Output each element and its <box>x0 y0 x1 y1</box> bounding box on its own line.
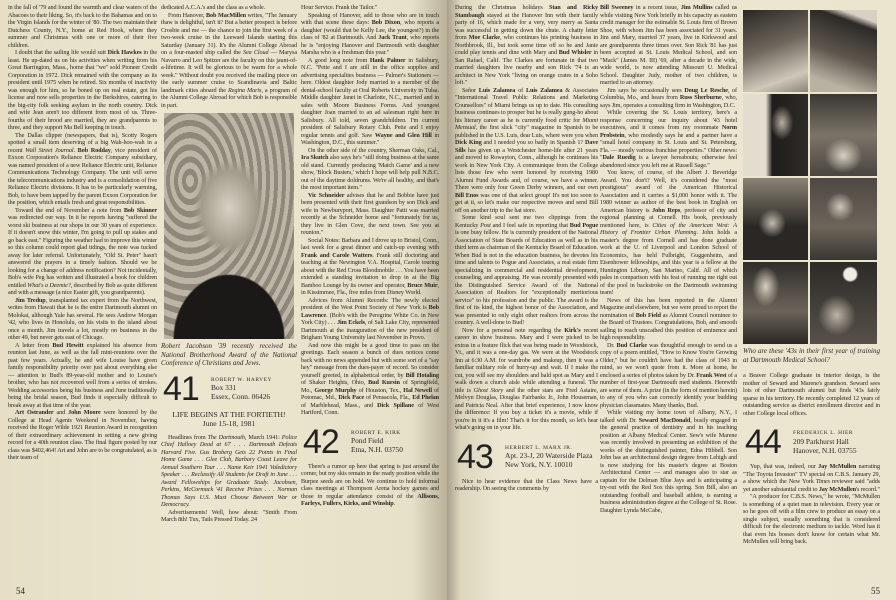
address-line-1: 209 Parkhurst Hall <box>793 436 849 446</box>
paragraph: The Dallas clipper (newspapers, that is), Scotty Rogers spotted a small item deserving of a big Wah-hoo-wah in a recent Wall Street Journal. Bob Rodday, vice president of Exxon Corporation's Reliance Electric Company subsidiary, was named president of a new Reliance Electric unit, Reliance Communications Technology Company. The unit will serve the telecommunications industry and is a consolidation of five Reliance Electric divisions. It has to be particularly warming, Bob, to have been tapped by the parent Exxon Corporation for the position, which entails fresh and great responsibilities. <box>8 131 157 206</box>
left-column-3 <box>301 4 439 417</box>
right-page <box>447 0 896 600</box>
class-secretary-address <box>211 376 272 402</box>
paragraph: Speaking of Hanover, add to those who are in touch with that scene these days: Bob Dixon, who reports a daughter (would that be Kelly Lee, the youngest?) in the class of '82 at Dartmouth. And Jack Trant, who reports he is "enjoying Hanover and Dartmouth with daughter Marsha who is a freshman this year." <box>301 11 439 56</box>
paragraph: Advertisements! Well, how about: "Smith From March 8th! Tux, Tails Pressed Today. 24 <box>161 508 297 523</box>
paragraph: Jim Tredup, transplanted tax expert from the Northwest, writes from Hawaii that he is the entire Dartmouth alumni on Molokai, although Yale has several. He sees Andrew Morgan '42, who lives in Honolulu, on his visits to the island about once a month. Jim travels a lot, mostly on business in the other 49, but never gets east of Chicago. <box>8 296 157 341</box>
address-line-2: Etna, N.H. 03750 <box>351 445 403 455</box>
paragraph: From Hanover, Bob MacMillen writes, "The January thaw is delightful, isn't it? But a better prospect is before Crosbie and me — the chance to join the first week of a two-week cruise in the Leeward Islands starting this Saturday (January 31). It's the Alumni College Abroad on a four-masted ship called the Sea Cloud — Marysa Navarro and Leo Spitzer are the faculty on this jaunt-of-a-lifetime. It will be glorious to be warm for a whole week." Without doubt you received the mailing piece on the early summer cruise to Scandinavia and Baltic landmark cities aboard the Regina Maris, a program of the Alumni College Abroad for which Bob is responsible in part. <box>161 11 297 109</box>
class-41-header <box>163 369 297 408</box>
paragraph: Toward the end of November a note from Bob Skinner was redirected our way. In it he reports having "suffered the worst ski business at our shops in our 30 years of experience. If it doesn't snow this winter, I'm going to pull up stakes and go back east." Figuring the weather had to improve this winter so this column could report glad tidings, the note was tucked away for later referral. Unfortunately, "Old St. Peter" hasn't answered the prayers in a timely fashion. Should we be looking for a change of address notification? Not incidentally, Bob's wife Peg has written and illustrated a book for children entitled What's a Deemie?, described by Bob as quite different and with a message (a nice Easter gift, you grandparents). <box>8 206 157 296</box>
secretary-name: ROBERT E. KIRK <box>351 429 401 436</box>
class-number: 42 <box>303 422 339 461</box>
class-42-header <box>303 422 439 461</box>
left-column-2-top <box>161 4 297 109</box>
paragraph: Jim says he occasionally sees Doug Le Resche, of Columbia, Mo., and hears from Russ Sherburne, who, says Jim, operates a consulting firm in Washington, D.C. <box>600 86 737 109</box>
secretary-name: FREDERICK L. HIER <box>793 430 854 436</box>
class-43-header <box>457 437 598 476</box>
paragraph: A letter from Bud Hewitt explained his absence from reunion last June, as well as the fall mini-reunions over the past few years. Actually, he and wife Louise have given family responsibility priority over just about everything else — attention to Bud's 89-year-old mother and to Louise's brother, who has not recovered well from a series of strokes. Wedding accessories being his business and June traditionally being the bridal season, Bud finds it especially difficult to break away at that time of the year. <box>8 341 157 409</box>
photo-student-4 <box>810 94 877 176</box>
paragraph: Advices from Alumni Records: The newly elected president of the West Point Society of New York is Bob Lawrence. (Bob's with the Peregrine White Co. in New York City) . . . Jim Eckels, of Salt Lake City, represented Dartmouth at the inauguration of the new president of Brigham Young University last November in Provo. <box>301 296 440 341</box>
paragraph: A good long note from Hank Palmer in Salisbury, N.C. "Petie and I are still in the office supplies and advertising specialties business — Palmer's Stationers — here. Oldest daughter Jody married to a member of the dental-school faculty at Oral Roberts University in Tulsa. Middle daughter Janet in Charlotte, N.C., married and in sales with Moore Business Forms. And youngest daughter Joan married to an ad salesman right here in Salisbury. All told, seven grandchildren. I'm current president of Salisbury Rotary Club. Petie and I enjoy regular tennis and golf. Saw Wayne and Glen Hill in Washington, D.C., this summer." <box>301 56 439 146</box>
paragraph: While covering the St. Louis territory, here's a response concerning our inquiry about '43 hotel executives, and it comes from my roommate Norm Probstein, who modestly says he and a partner have a "small hotel company in St. Louis and St. Petersburg, Fla. — mostly various franchise properties." Other news: "Dale Ruedig is a lawyer hereabouts; otherwise feel abandoned since you left me at Russell Sage." <box>600 109 738 169</box>
secretary-name: ROBERT W. HARVEY <box>211 376 273 383</box>
paragraph: Dr. Bud Clarke was thoughtful enough to send us a copy of a poem entitled, "How to Know You're Growing Older," but he couldn't have had the class of 1943 in mind, so we won't quote from it. More at home, he enclosed a series of photos taken by Dr. Frank West of a number of first-year Dartmouth med students. Herewith are some of them. A prize (in the form of mention herein) to any of you who can correctly identify your budding physician classmates. Many thanks, Bud. <box>600 341 738 409</box>
address-line-2: Hanover, N.H. 03755 <box>793 445 857 455</box>
class-number: 41 <box>163 369 199 408</box>
paragraph: "A producer for C.B.S. News," he wrote, "McMullen is something of a quiet man in television. Every year or so he goes off with a film crew to produce an essay on a single subject, usually something that is considered difficult for the electronic medium to tackle. Word has it that even his bosses don't know for certain what Mr. McMullen will bring back. <box>743 493 880 545</box>
paragraph: Hour Service. Frank the Tailor." <box>301 4 378 11</box>
photo-student-1 <box>743 10 808 92</box>
address-line-1: Pond Field <box>351 436 384 446</box>
photo-student-3 <box>743 94 808 176</box>
left-column-1 <box>8 4 157 462</box>
paragraph: dedicated A.C.A.'s and the class as a whole. <box>161 4 266 11</box>
class-44-notes <box>743 463 880 546</box>
secretary-name: HERBERT L. MARX JR. <box>505 444 573 451</box>
class-secretary-address <box>351 429 403 455</box>
address-line-2: New York, N.Y. 10010 <box>505 460 573 470</box>
paragraph: a Beaver College graduate in interior design, is the mother of Seward and Marene's grandson. Seward sees lots of other Dartmouth alumni but finds '43s fairly sparse in his territory. He recently completed 12 years of outstanding service as district enrollment director and in other College local offices. <box>743 372 880 417</box>
paragraph: You know, of course, of the Albert J. Beveridge Award. You don't? Well, it's considered the "most prestigious" award of the American Historical Association and it carries a $1,000 honor with it. The 1980 winner as author of the best book in English on American history is John Reps, professor of city and regional planning at Cornell. His book, previously mentioned here, is Cities of the American West: A History of Frontier Urban Planning. John holds a master's degree from Cornell and has done graduate work at the U. of Liverpool and London School of Economics, has held Fulbright, Guggenheim, and Eisenhower fellowships, and this year is a fellow at the Huntington Library, San Marino, Calif. All of which pales in comparison with his feat of running me right out of the pool in backstroke on the Dartmouth swimming team! <box>600 169 738 296</box>
paragraph: During the Christmas holidays Stan and Ricky Stambaugh stayed at the Hanover Inn with their family party of 16, which made for a very, very merry as Santa was successful in getting down the chute. A chatty letter from Moe Clarke, who continues his printing business in Northbrook, Ill., but took some time off so he and Janie could play tennis and dine with Mary and Bud Whisler in San Rafael, Calif. The Clarkes are fortunate in that two married daughters live nearby and son Rick '74 is an architect in New York "living on orange crates in a Soho loft." <box>455 4 599 86</box>
paragraph: On the other side of the country, Sherman Oaks, Cal., Ira Skutch also says he's "still doing business at the same old stand. Currently producing 'Match Game' and a new show, 'Block Busters,' which I hope will help pull N.B.C. out of the daytime doldrums. We're all healthy, and that's the most important item." <box>301 146 439 191</box>
paragraph: Señor Luis Zalamea of Luis Zalamea & Associates "International Travel Public Relations and Marketing Counsellors" of Miami brings us up to date. His consulting business continues to prosper but he is really gung-ho about his literary career as he is currently food critic for Miami Mensual, the first slick "city" magazine in Spanish to be published in the U.S. Luis, dear Luis, where were you when Dick King and I needed you so badly in Spanish 1? Dave Sills has given up a Westchester home-life after 21 years and moved to Rowayton, Conn., although he continues his work in New York City. A communique from the College lists those few who were honored by receiving 1980 Alumni Fund Awards and, of course, we have a winner. There were only four Green Derby winners, and our own Bill Enos was one of that select group! It's not too soon to get at it, so let's make our respective moves and send Bill off on another trip to the hat store. <box>455 86 598 214</box>
paragraph: Vic Schneider advises that he and Bobbie have just been presented with their first grandson by son Dick and wife in Newburyport, Mass. Daughter Patti was married recently at the Schneider home and "fortunately for us, they live in Glen Cove, the next town. See you at reunion." <box>301 191 440 236</box>
class-secretary-address <box>793 429 857 455</box>
paragraph: Art Ostrander and John Moore were honored by the College at Head Agents Weekend in November, having received the Roger Wilde 1921 Reunion Award in recognition of their extraordinary achievement in setting a new giving record for a 40th reunion class. The final figure posted by our class was $402,464! Art and John are to be congratulated, as is their team of <box>8 409 157 461</box>
left-page <box>0 0 447 600</box>
paragraph: Some kind soul sent me two clippings from the Kentucky Post and I feel safe in reporting that Bud Pogue is one busy fellow. He is currently president of the National Association of State Boards of Education as well as in his third term as chairman of the Kentucky Board of Education. When Bud is not in the education business, he devotes his time and talents to Pogue and Associates, a real estate firm specializing in commercial and residential development, counseling, and appraising. He was recently presented with the Distinguished Service Award of the National Association of Realtors for "exceptionally meritorious service" to his profession and the public. The award is the first of its kind, the highest honor of the Association, and was presented to only eight other realtors from across the country. A well-done to Bud! <box>455 214 599 326</box>
portrait-photo-robert-jacobson <box>164 113 294 339</box>
reunion-headline <box>161 410 297 429</box>
class-44-header <box>745 423 880 461</box>
address-line-1: Apt. 23-J, 20 Waterside Plaza <box>505 451 593 461</box>
class-41-notes <box>161 434 297 524</box>
paragraph: Yup, that was, indeed, our Jay McMullen narrating "The Toyota Invasion" TV special on C.B.S. January 29, a show which the New York Times reviewer said "adds yet another substantial credit to Jay McMullen's record." <box>743 463 880 493</box>
page-number-left: 54 <box>16 586 25 596</box>
address-line-2: Essex, Conn. 06426 <box>211 392 271 402</box>
portrait-caption: Robert Jacobson '39 recently received the National Brotherhood Award of the National Conference of Christians and Jews. <box>161 342 297 367</box>
paragraph: Now for a personal note regarding the Kirk's recent career in show business. Mary and I were picked to be extras in a feature flick that was being made in Woodstock, Vt., and it was a one-day gas. We were at the Woodstock Inn at 6:30 A.M. for wardrobe and makeup, then it was a familiar military role of hurry-up and wait. If I make the cut, you will see my shoulders and bald spot as Mary and I walk down a church aisle while attending a funeral. The title is Ghost Story and the other stars are Fred Astaire, Melvyn Douglas, Douglas Fairbanks Jr., John Houseman, and Patricia Neal. After that brief experience, I now know the difference: If you buy a ticket it's a movie, while if you're in it it's a film! That's it for this month, so let's hear what's going on in your life. <box>455 326 599 431</box>
right-column-a <box>455 4 598 432</box>
paragraph: Social Notes: Barbara and I drove up to Bristol, Conn., last week for a great dinner and catch-up evening with Frank and Carole Watters. Frank still doctoring and teaching at the Newington V.A. Hospital, Carole touring about with the Red Cross Bloodmobile . . . You have been extended a standing invitation to drop in at the Big Bamboo Lounge by its owner and operator, Bruce Muir, in Kissimmee, Fla., five miles from Disney World. <box>301 236 439 296</box>
class-43-notes <box>455 478 598 493</box>
paragraph: in the fall of '79 and found the warmth and clear waters of the Abacoes to their liking. So, it's back to the Bahamas and on to the Virgin Islands for the winter of '80. The two maintain their Dutchess County, N.Y., home at Red Hook, where they summer and Christmas with one or more of their five children. <box>8 4 157 49</box>
photo-grid-caption: Who are these '43s in their first year of training at Dartmouth Medical School? <box>743 347 880 364</box>
photo-student-2 <box>810 10 877 92</box>
class-number: 43 <box>457 437 493 476</box>
paragraph: There's a rumor up here that spring is just around the corner, but my skis remain in the ready position while the Burpee seeds are on hold. We continue to hold informal class meetings at Thompson Arena hockey games and those in regular attendance consist of the Allisons, Farleys, Fullers, Kirks, and Winship. <box>301 462 439 507</box>
class-number: 44 <box>745 423 781 461</box>
reunion-dates: June 15-18, 1981 <box>202 419 256 428</box>
class-secretary-address <box>505 444 593 470</box>
paragraph: Nice to hear evidence that the Class News have a readership. On seeing the comments by <box>455 477 598 492</box>
class-42-notes <box>301 463 439 508</box>
paragraph: Headlines from The Dartmouth, March 1941: Police Chief Halloey Dead at 67 . . . Dartmouth Defeats Harvard Five. Gus Broberg Gets 22 Points in Final Home Game . . . Glee Club, Barbary Coast Leave for Annual Southern Tour . . . Name Keir 1941 Valedictory Speaker . . . Reclassify All Students for Draft in June . . . Award Fellowships for Graduate Study. Jacobsen, Perkins, McCormack '41 Receive Prizes . . . Norman Thomas Says U.S. Must Choose Between War or Democracy. <box>161 433 297 508</box>
photo-student-5 <box>743 178 808 260</box>
paragraph: News of this has been reported in the Alumni Magazine and elsewhere, but we were proud to report the nomination of Bob Field as Alumni Council nominee to the Board of Trustees. Congratulations, Bob, and smooth sailing to reach unscathed this position of eminence and high responsibility. <box>600 296 737 341</box>
address-line-1: Box 331 <box>211 383 237 393</box>
photo-student-7 <box>743 262 808 344</box>
med-students-photo-grid <box>743 10 877 344</box>
right-column-b <box>600 4 737 514</box>
paragraph: And now this might be a good time to pass on the greetings. Each season a bunch of dues notices come back with no news appended but with some sort of a "say hey" message from the dues-payer of record. So consider yourself greeted, in alphabetical order, by Bill Hotaling of Shaker Heights, Ohio, Bud Kursin of Springfield, Mo., George Murphy of Houston, Tex., Hal Newell of Potomac, Md., Dick Pace of Pensacola, Fla., Ed Phelan of Marblehead, Mass., and Dick Spillane of West Hartford, Conn. <box>301 341 440 416</box>
right-column-c <box>743 372 880 417</box>
photo-student-8 <box>810 262 877 344</box>
paragraph: While visiting my home town of Albany, N.Y., I talked with Dr. Seward MacDonald, busily engaged in the general practice of dentistry and in his teaching position at Albany Medical Center. Sew's wife Marene was recently involved in presenting an exhibition of the works of the distinguished painter, Edna Hibbell. Son John has an architectural design degree from Lehigh and is now studying for his master's degree at Boston Architectural Center — and manages also to star as captain for the Delman Blue Jays and is anticipating a try-out with the Red Sox this spring. Son Bill, also an outstanding football and baseball athlete, is earning a business administration degree at the College of St. Rose. Daughter Lynda McCabe, <box>600 409 738 514</box>
paragraph: I doubt that the sailing life would suit Dick Hawkes in the least. He up-dated us on his activities when writing from his Great Barrington, Mass., home that "we" sold Pioneer Credit Corporation in 1972. Dick remained with the company as its president until 1975 when he retired. Six months of inactivity was enough for him, so he boned up on real estate, got his license and now sells properties in the Berkshires, catering to the big-city folk seeking asylum in the north country. Dick and wife Jean aren't too different from most of us. Three-fourths of their brood are married, they are grandparents to three, and they support Ma Bell keeping in touch. <box>8 49 157 131</box>
page-number-right: 55 <box>871 586 880 596</box>
headline-text: LIFE BEGINS AT THE FORTIETH! <box>172 409 286 419</box>
paragraph: Bill Sweeney in a recent issue, Jim Mullins called us while visiting New York briefly in his capacity as eastern credit manager for the estimable St. Louis firm of Brown Shoe, with whom Jim has been associated for 31 years. Jim and Mary, married 37 years, live in Kirkwood and are grandparents three times over. Son Rick '81 has just been accepted at St. Louis Medical School, and son "Mack" (James M. III) '69, after a decade in the wide, wide world, is now attending Missouri U. Medical School. Daughter Judy, mother of two children, is married to an attorney. <box>600 4 738 86</box>
photo-student-6 <box>810 178 877 260</box>
